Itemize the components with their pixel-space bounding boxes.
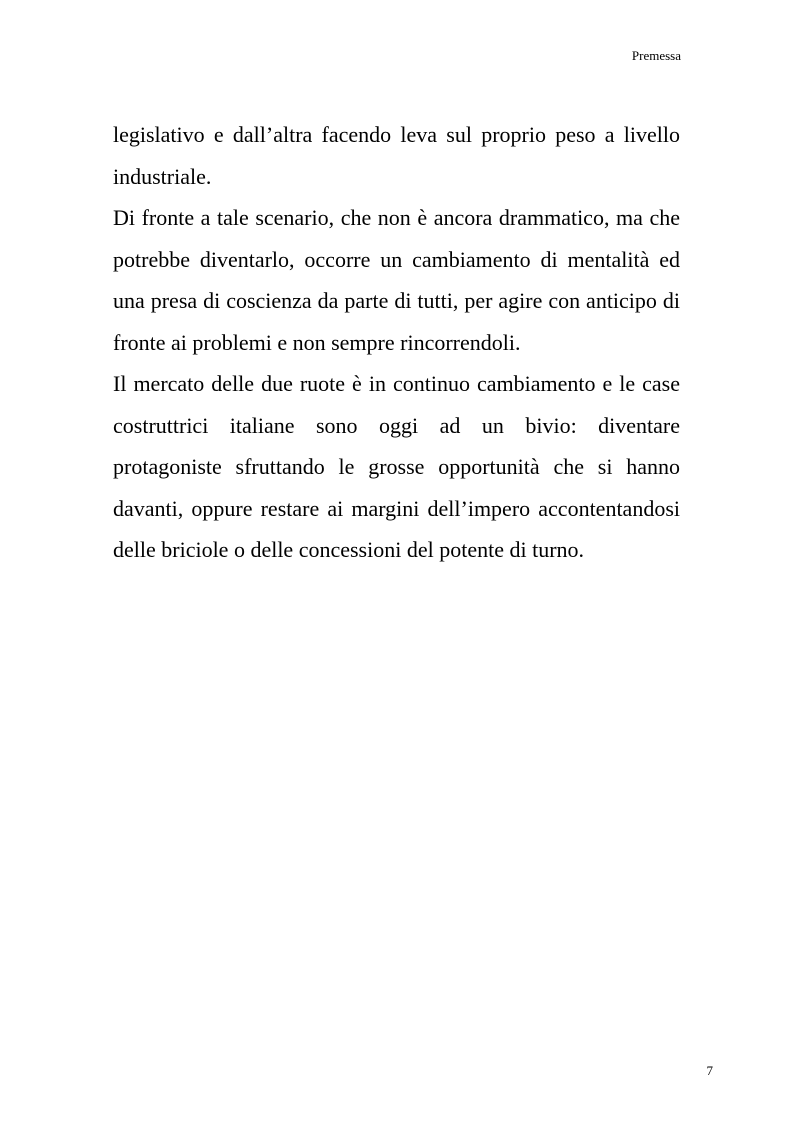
paragraph: Di fronte a tale scenario, che non è ancora drammatico, ma che potrebbe diventarlo, occorre un cambiamento di mentalità ed una presa di coscienza da parte di tutti, per agire con anticipo di fronte ai problemi e non sempre rincorrendoli. — [113, 205, 680, 355]
body-text — [113, 114, 680, 571]
paragraph: legislativo e dall’altra facendo leva sul proprio peso a livello industriale. — [113, 122, 680, 189]
page-number: 7 — [706, 1063, 713, 1078]
paragraph: Il mercato delle due ruote è in continuo cambiamento e le case costruttrici italiane sono oggi ad un bivio: diventare protagoniste sfruttando le grosse opportunità che si hanno davanti, oppure restare ai margini dell’impero accontentandosi delle briciole o delle concessioni del potente di turno. — [113, 371, 680, 562]
running-header: Premessa — [631, 48, 681, 63]
